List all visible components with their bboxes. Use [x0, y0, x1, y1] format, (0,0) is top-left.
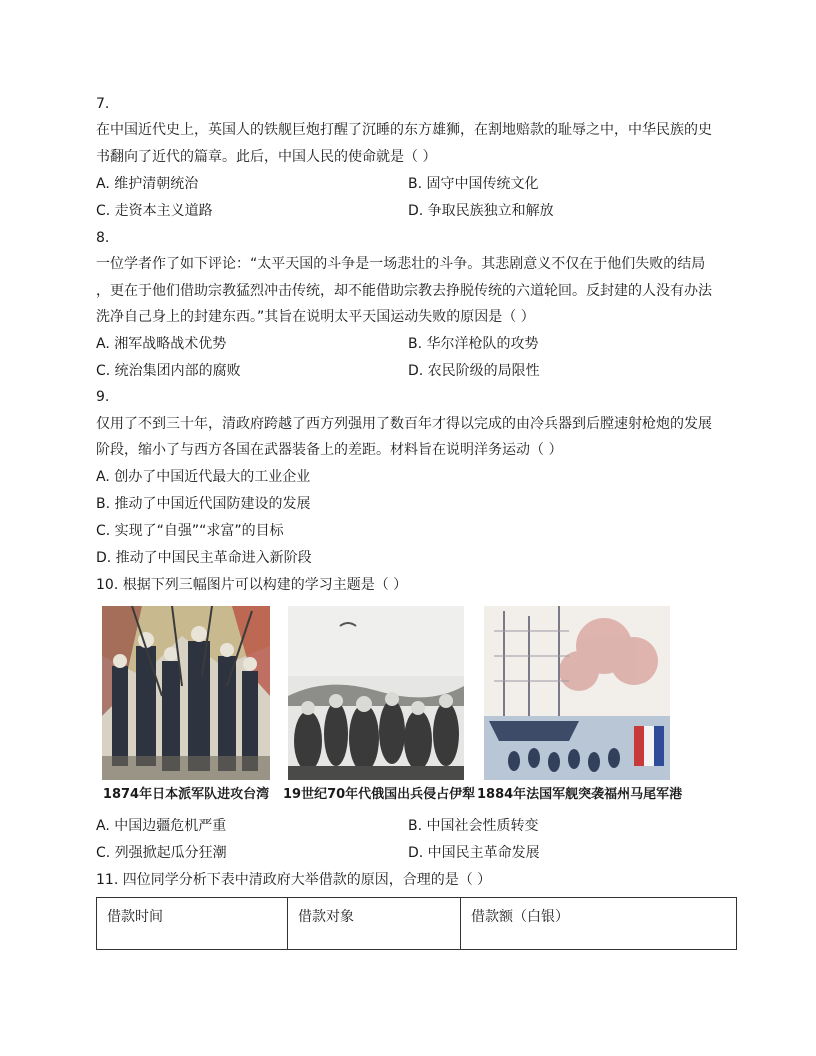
- q7-option-c[interactable]: C. 走资本主义道路: [96, 203, 213, 219]
- q10-option-b[interactable]: B. 中国社会性质转变: [408, 818, 539, 834]
- q8-stem-line2: ，更在于他们借助宗教猛烈冲击传统，却不能借助宗教去挣脱传统的六道轮回。反封建的人没有办法: [96, 283, 712, 299]
- q10-caption-2: 19世纪70年代俄国出兵侵占伊犁: [283, 787, 476, 802]
- q11-loan-table: [96, 897, 737, 950]
- q9-option-b[interactable]: B. 推动了中国近代国防建设的发展: [96, 496, 311, 512]
- q8-option-b[interactable]: B. 华尔洋枪队的攻势: [408, 336, 539, 352]
- q7-number: 7.: [96, 96, 110, 112]
- q10-image-yili: [288, 606, 464, 780]
- q10-caption-3: 1884年法国军舰突袭福州马尾军港: [477, 787, 683, 802]
- table-header-amount: 借款额（白银）: [461, 898, 737, 950]
- q10-stem: 10. 根据下列三幅图片可以构建的学习主题是（ ）: [96, 577, 408, 593]
- q10-option-c[interactable]: C. 列强掀起瓜分狂潮: [96, 845, 227, 861]
- q7-option-a[interactable]: A. 维护清朝统治: [96, 176, 199, 192]
- q11-stem: 11. 四位同学分析下表中清政府大举借款的原因，合理的是（ ）: [96, 872, 492, 888]
- q8-stem-line3: 洗净自己身上的封建东西。”其旨在说明太平天国运动失败的原因是（ ）: [96, 309, 535, 325]
- q7-stem-line2: 书翻向了近代的篇章。此后，中国人民的使命就是（ ）: [96, 149, 437, 165]
- q9-stem-line2: 阶段，缩小了与西方各国在武器装备上的差距。材料旨在说明洋务运动（ ）: [96, 442, 563, 458]
- q10-option-d[interactable]: D. 中国民主革命发展: [408, 845, 540, 861]
- table-header-row: [97, 898, 737, 950]
- q9-option-d[interactable]: D. 推动了中国民主革命进入新阶段: [96, 550, 312, 566]
- q7-stem-line1: 在中国近代史上，英国人的铁舰巨炮打醒了沉睡的东方雄狮，在割地赔款的耻辱之中，中华民族的史: [96, 122, 712, 138]
- q7-option-b[interactable]: B. 固守中国传统文化: [408, 176, 539, 192]
- q8-stem-line1: 一位学者作了如下评论：“太平天国的斗争是一场悲壮的斗争。其悲剧意义不仅在于他们失败的结局: [96, 256, 706, 272]
- q8-option-d[interactable]: D. 农民阶级的局限性: [408, 363, 540, 379]
- q10-option-a[interactable]: A. 中国边疆危机严重: [96, 818, 227, 834]
- q8-option-c[interactable]: C. 统治集团内部的腐败: [96, 363, 241, 379]
- table-header-lender: 借款对象: [288, 898, 461, 950]
- table-header-time: 借款时间: [97, 898, 288, 950]
- q10-caption-1: 1874年日本派军队进攻台湾: [102, 787, 270, 802]
- q10-image-taiwan: [102, 606, 270, 780]
- q9-option-a[interactable]: A. 创办了中国近代最大的工业企业: [96, 469, 311, 485]
- q7-option-d[interactable]: D. 争取民族独立和解放: [408, 203, 554, 219]
- q9-number: 9.: [96, 389, 110, 405]
- q8-number: 8.: [96, 230, 110, 246]
- q9-stem-line1: 仅用了不到三十年，清政府跨越了西方列强用了数百年才得以完成的由冷兵器到后膛速射枪炮的发展: [96, 416, 712, 432]
- q9-option-c[interactable]: C. 实现了“自强”“求富”的目标: [96, 523, 284, 539]
- q10-image-mawei: [484, 606, 670, 780]
- q8-option-a[interactable]: A. 湘军战略战术优势: [96, 336, 227, 352]
